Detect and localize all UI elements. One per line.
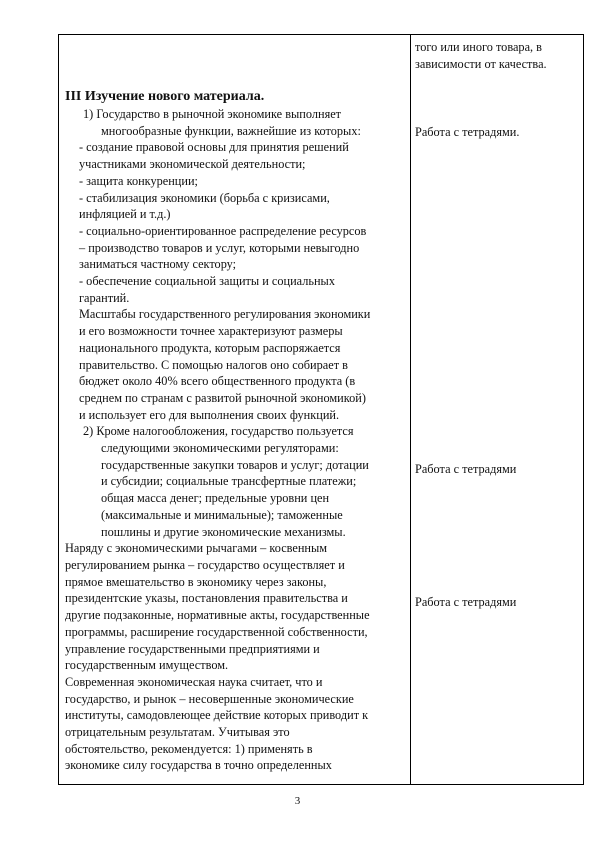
- text-line: среднем по странам с развитой рыночной экономикой): [79, 390, 366, 405]
- body-text: [63, 106, 415, 774]
- text-line: институты, самодовлеющее действие которых приводит к: [65, 708, 369, 723]
- section-heading: III Изучение нового материала.: [65, 89, 265, 104]
- text-line: отрицательным результатам. Учитывая это: [65, 725, 290, 740]
- text-line: - стабилизация экономики (борьба с кризисами,: [79, 190, 330, 205]
- text-line: и его возможности точнее характеризуют размеры: [79, 324, 343, 339]
- text-line: участниками экономической деятельности;: [79, 157, 306, 172]
- text-line: государственным имуществом.: [65, 658, 229, 673]
- table-border-top: [58, 34, 584, 35]
- text-line: (максимальные и минимальные); таможенные: [101, 507, 343, 522]
- text-line: пошлины и другие экономические механизмы.: [101, 524, 346, 539]
- text-line: - создание правовой основы для принятия решений: [79, 140, 349, 155]
- note-notebook-work-2: Работа с тетрадями: [415, 462, 517, 476]
- text-line: регулированием рынка – государство осуществляет и: [65, 557, 345, 572]
- table-border-left: [58, 34, 59, 785]
- right-top-text: [415, 39, 547, 72]
- note-notebook-work-3: Работа с тетрадями: [415, 595, 517, 609]
- text-line: заниматься частному сектору;: [79, 257, 237, 272]
- text-line: и субсидии; социальные трансфертные платежи;: [101, 474, 357, 489]
- text-line: многообразные функции, важнейшие из которых:: [101, 123, 361, 138]
- text-line: экономике силу государства в точно определенных: [65, 758, 332, 773]
- right-text-line: того или иного товара, в: [415, 40, 542, 54]
- page-number: 3: [294, 795, 301, 807]
- left-column: [63, 88, 415, 774]
- note-notebook-work-1: Работа с тетрадями.: [415, 125, 520, 139]
- text-line: гарантий.: [79, 290, 130, 305]
- text-line: 1) Государство в рыночной экономике выполняет: [83, 107, 342, 121]
- text-line: государственные закупки товаров и услуг; дотации: [101, 457, 369, 472]
- text-line: правительство. С помощью налогов оно собирает в: [79, 357, 348, 372]
- text-line: государство, и рынок – несовершенные экономические: [65, 691, 354, 706]
- text-line: инфляцией и т.д.): [79, 207, 171, 222]
- text-line: Современная экономическая наука считает, что и: [65, 674, 323, 689]
- text-line: управление государственными предприятиями и: [65, 641, 320, 656]
- table-border-right: [583, 34, 584, 785]
- text-line: и использует его для выполнения своих функций.: [79, 407, 340, 422]
- text-line: – производство товаров и услуг, которыми невыгодно: [79, 240, 360, 255]
- text-line: - обеспечение социальной защиты и социальных: [79, 274, 335, 289]
- text-line: президентские указы, постановления правительства и: [65, 591, 348, 606]
- text-line: - социально-ориентированное распределение ресурсов: [79, 223, 367, 238]
- text-line: другие подзаконные, нормативные акты, государственные: [65, 608, 370, 623]
- text-line: программы, расширение государственной собственности,: [65, 624, 368, 639]
- text-line: Наряду с экономическими рычагами – косвенным: [65, 541, 328, 556]
- table-border-bottom: [58, 784, 584, 785]
- text-line: национального продукта, которым распоряжается: [79, 340, 341, 355]
- text-line: 2) Кроме налогообложения, государство пользуется: [83, 424, 354, 439]
- text-line: - защита конкуренции;: [79, 173, 198, 188]
- text-line: прямое вмешательство в экономику через законы,: [65, 574, 327, 589]
- right-text-line: зависимости от качества.: [415, 56, 547, 71]
- text-line: бюджет около 40% всего общественного продукта (в: [79, 374, 356, 389]
- text-line: Масштабы государственного регулирования экономики: [79, 307, 371, 322]
- text-line: общая масса денег; предельные уровни цен: [101, 491, 330, 506]
- text-line: следующими экономическими регуляторами:: [101, 441, 339, 456]
- text-line: обстоятельство, рекомендуется: 1) применять в: [65, 741, 313, 756]
